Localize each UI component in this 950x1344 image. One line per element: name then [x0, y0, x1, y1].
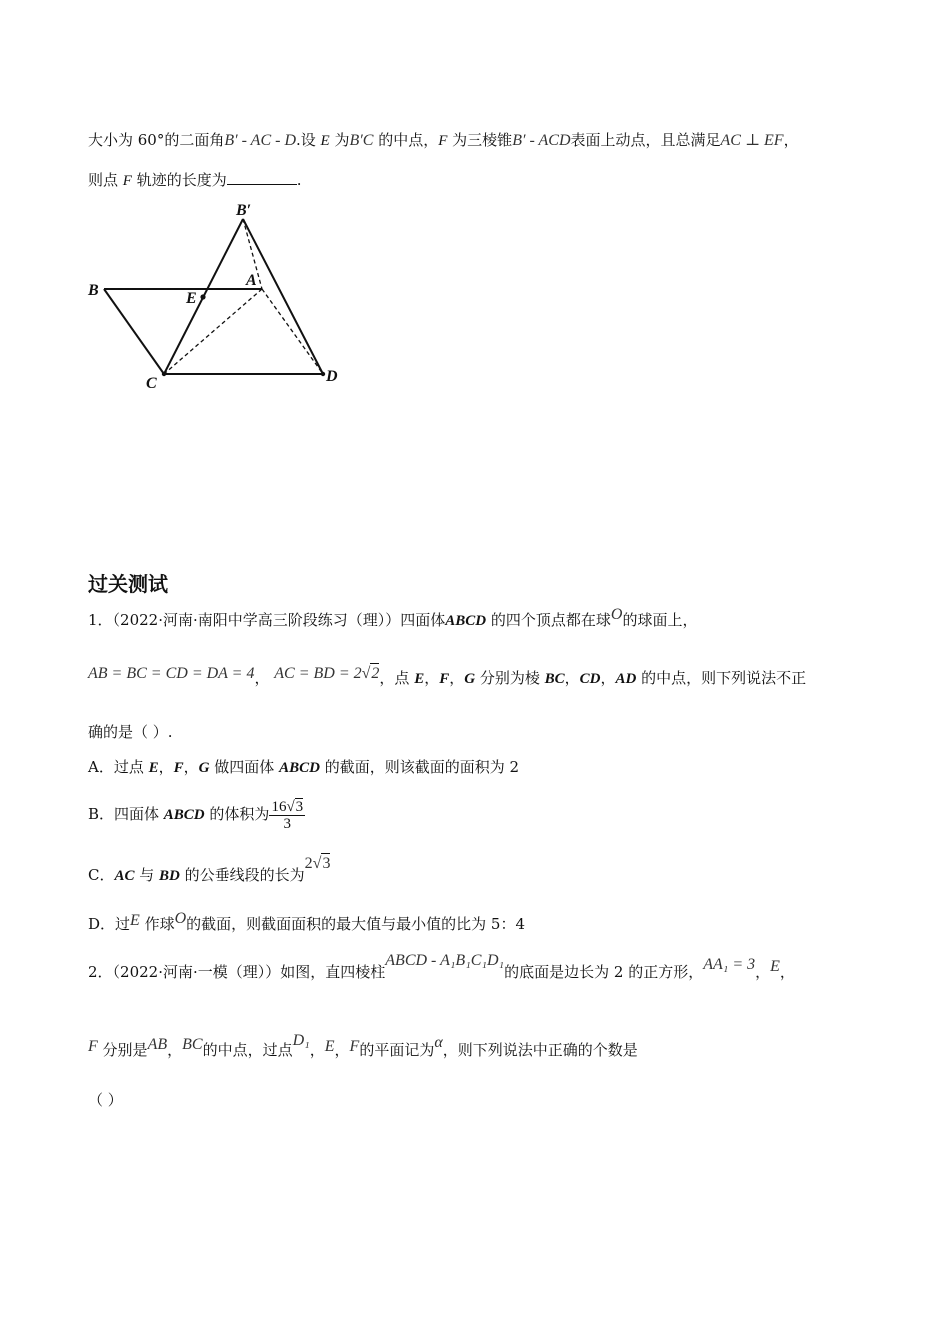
fraction-numerator: 16√3	[271, 799, 304, 815]
text: 确的是（ ）.	[88, 723, 173, 741]
text: ，	[755, 963, 771, 981]
math-E: E	[324, 1038, 335, 1055]
num-coef: 16	[271, 799, 287, 815]
text: 的球面上，	[622, 611, 698, 629]
text: ，	[254, 669, 270, 687]
text: 表面上动点，且总满足	[570, 131, 721, 149]
text: 大小为 60°的二面角	[88, 131, 225, 149]
q2-line-2	[88, 1032, 638, 1061]
math-pyramid: B′ - ACD	[512, 132, 571, 149]
text: 则点	[88, 171, 123, 189]
math-perp: AC ⊥ EF	[720, 132, 784, 149]
fraction-volume	[269, 798, 305, 832]
math-prism: ABCD - A₁B₁C₁D₁	[385, 952, 505, 969]
text: B．四面体	[88, 805, 164, 823]
text: ，	[334, 1041, 350, 1059]
math-G: G	[198, 760, 210, 776]
edge-AC	[164, 289, 262, 374]
q1-number: 1．	[88, 611, 113, 629]
math-O: O	[610, 606, 623, 623]
text: ，	[564, 669, 580, 687]
point-D	[321, 372, 325, 376]
text: 的截面，则截面面积的最大值与最小值的比为 5：4	[186, 915, 526, 933]
math-F: F	[173, 760, 184, 776]
num-radicand: 3	[295, 799, 304, 815]
math-AD: AD	[615, 671, 637, 687]
math-F: F	[122, 173, 132, 189]
math-E: E	[148, 760, 159, 776]
label-C: C	[146, 375, 157, 392]
math-E: E	[414, 671, 425, 687]
math-dihedral: B′ - AC - D	[224, 132, 296, 149]
text: 的体积为	[204, 805, 270, 823]
text: 的中点，	[373, 131, 439, 149]
text: 分别是	[97, 1041, 148, 1059]
text: （2022·河南·一模（理））如图，直四棱柱	[112, 963, 386, 981]
text: 的四个顶点都在球	[486, 611, 611, 629]
text: 的底面是边长为 2 的正方形，	[504, 963, 704, 981]
pyramid-figure	[80, 195, 360, 395]
text: D．过	[88, 915, 131, 933]
math-O: O	[174, 910, 187, 927]
math-D1: D₁	[292, 1032, 310, 1049]
text: 为	[329, 131, 350, 149]
text: ，	[449, 669, 465, 687]
math-G: G	[464, 671, 476, 687]
q2-number: 2．	[88, 963, 113, 981]
text: ，	[183, 758, 199, 776]
math-2sqrt3: 2√3	[304, 855, 331, 872]
text: ，	[779, 963, 795, 981]
math-ABCD: ABCD	[163, 807, 205, 823]
text: ，	[600, 669, 616, 687]
label-Bp: B′	[236, 202, 252, 219]
point-E	[200, 294, 205, 299]
text: .	[296, 171, 302, 189]
text: 轨迹的长度为	[131, 171, 227, 189]
edge-AD	[262, 289, 323, 374]
text: （ ）	[88, 1091, 123, 1109]
coef: 2	[304, 855, 313, 872]
math-F: F	[439, 671, 450, 687]
fraction-denominator: 3	[283, 816, 292, 832]
text: 的平面记为	[359, 1041, 435, 1059]
eq2-radicand: 2	[371, 665, 380, 682]
math-eq1: AB = BC = CD = DA = 4	[88, 665, 255, 682]
q2-line-1	[88, 952, 795, 983]
text: 的中点，过点	[202, 1041, 293, 1059]
math-F: F	[349, 1038, 360, 1055]
math-E: E	[770, 958, 780, 975]
q1-option-D	[88, 910, 526, 935]
math-BC: BC	[544, 671, 565, 687]
text: 的中点，则下列说法不正	[636, 669, 807, 687]
text: 分别为棱	[475, 669, 545, 687]
math-F: F	[88, 1038, 98, 1055]
text: ，	[309, 1041, 325, 1059]
math-alpha: α	[434, 1034, 443, 1051]
eq2-text: AC = BD = 2	[274, 665, 362, 682]
math-E: E	[320, 133, 330, 149]
section-title: 过关测试	[88, 572, 168, 596]
edge-BpD	[243, 219, 323, 374]
radicand: 3	[322, 855, 331, 872]
math-CD: CD	[579, 671, 601, 687]
label-E: E	[186, 290, 197, 307]
math-eq2	[274, 665, 379, 682]
text: ，	[158, 758, 174, 776]
text: 做四面体	[209, 758, 280, 776]
sqrt-sign: √	[361, 665, 371, 682]
answer-blank	[227, 170, 297, 185]
label-A: A	[246, 272, 257, 289]
label-B: B	[88, 282, 99, 299]
text: 的公垂线段的长为	[179, 866, 305, 884]
math-F: F	[438, 133, 448, 149]
q1-line-3	[88, 722, 173, 742]
intro-line-2	[88, 170, 302, 191]
q2-line-3	[88, 1090, 123, 1110]
math-AC: AC	[114, 868, 135, 884]
text: ，点	[379, 669, 415, 687]
label-D: D	[326, 368, 338, 385]
math-BpC: B′C	[349, 132, 374, 149]
math-AA1: AA₁ = 3	[703, 956, 756, 973]
q1-line-1	[88, 606, 698, 631]
math-ABCD: ABCD	[279, 760, 320, 776]
math-BD: BD	[159, 868, 180, 884]
math-E: E	[130, 912, 140, 929]
math-AB: AB	[147, 1036, 168, 1053]
text: （2022·河南·南阳中学高三阶段练习（理））四面体	[112, 611, 446, 629]
text: 为三棱锥	[447, 131, 513, 149]
intro-line-1	[88, 130, 799, 151]
q1-option-A	[88, 757, 519, 778]
q1-option-B	[88, 794, 305, 835]
math-BC: BC	[182, 1036, 203, 1053]
text: ，	[424, 669, 440, 687]
text: 作球	[139, 915, 175, 933]
text: C．	[88, 866, 115, 884]
text: A．过点	[88, 758, 149, 776]
q1-line-2	[88, 665, 807, 689]
text: 的截面，则该截面的面积为 2	[319, 758, 520, 776]
text: ，	[783, 131, 799, 149]
point-C	[162, 372, 166, 376]
text: 与	[134, 866, 160, 884]
math-ABCD: ABCD	[445, 613, 487, 629]
q1-option-C	[88, 855, 331, 886]
edge-BC	[104, 289, 164, 374]
text: .设	[296, 131, 321, 149]
text: ，	[167, 1041, 183, 1059]
text: ，则下列说法中正确的个数是	[442, 1041, 638, 1059]
